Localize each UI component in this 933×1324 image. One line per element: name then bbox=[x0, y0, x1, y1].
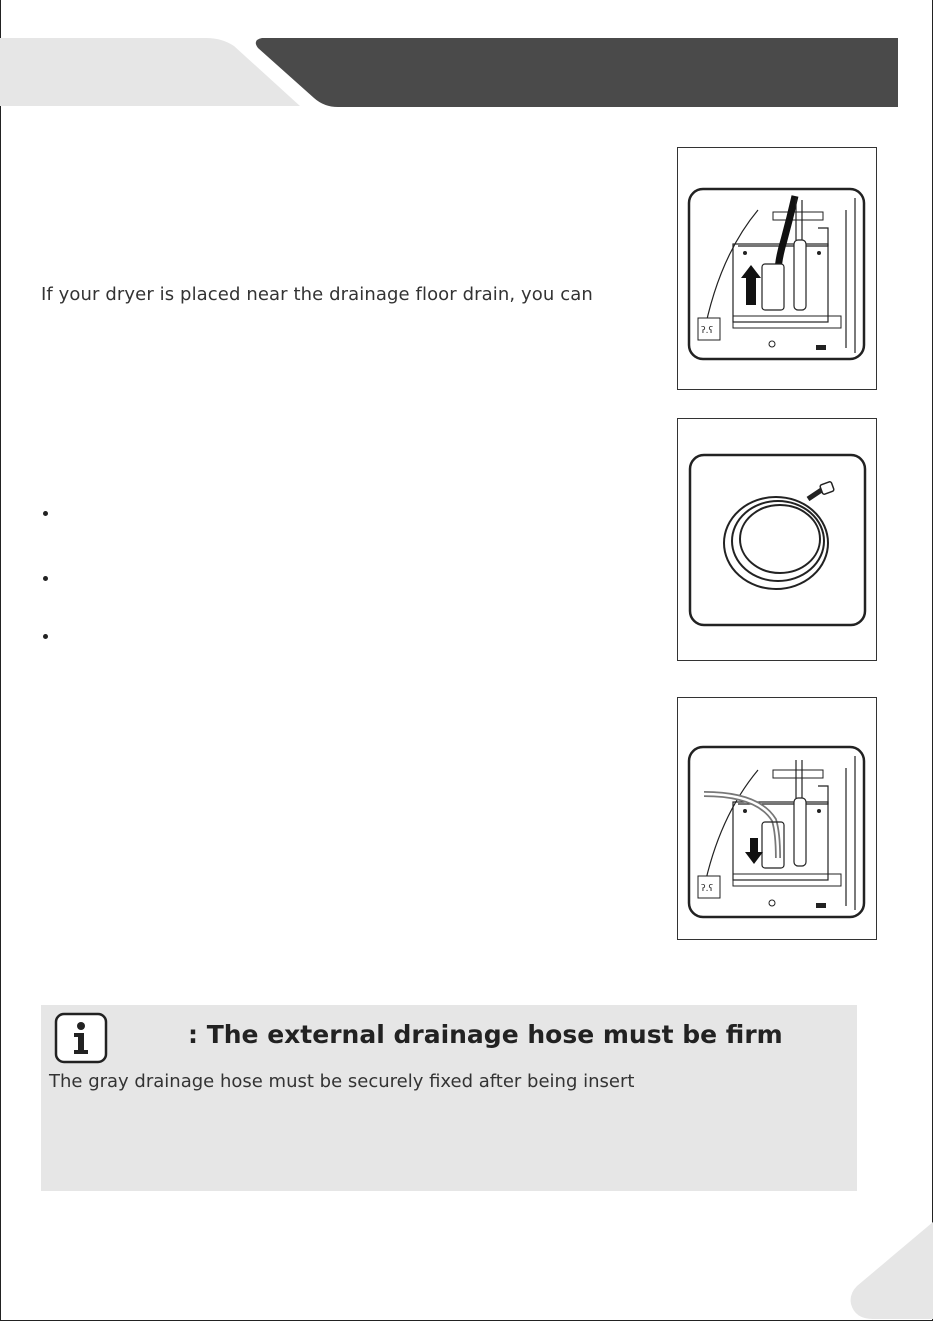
svg-text:ʔ.ʕ: ʔ.ʕ bbox=[701, 326, 714, 336]
figure-hose-connect-down bbox=[677, 697, 877, 940]
header-banner bbox=[0, 0, 933, 112]
info-icon bbox=[54, 1012, 108, 1066]
note-box bbox=[41, 1005, 857, 1191]
figure-coiled-hose bbox=[677, 418, 877, 661]
note-body: The gray drainage hose must be securely fixed after being insert bbox=[49, 1071, 635, 1092]
svg-text:ʔ.ʕ: ʔ.ʕ bbox=[701, 884, 714, 894]
bullet-2 bbox=[43, 576, 48, 581]
bullet-3 bbox=[43, 634, 48, 639]
intro-text: If your dryer is placed near the drainage floor drain, you can bbox=[41, 284, 593, 305]
hose-connect-down-illustration bbox=[678, 698, 876, 939]
hose-connect-up-illustration bbox=[678, 148, 876, 389]
header-light-tab bbox=[0, 38, 300, 106]
page-corner-tab bbox=[843, 1214, 933, 1324]
note-title: : The external drainage hose must be firm bbox=[188, 1020, 783, 1049]
header-dark-bar bbox=[256, 38, 898, 107]
coiled-hose-illustration bbox=[678, 419, 876, 660]
figure-hose-connect-up bbox=[677, 147, 877, 390]
bullet-1 bbox=[43, 511, 48, 516]
